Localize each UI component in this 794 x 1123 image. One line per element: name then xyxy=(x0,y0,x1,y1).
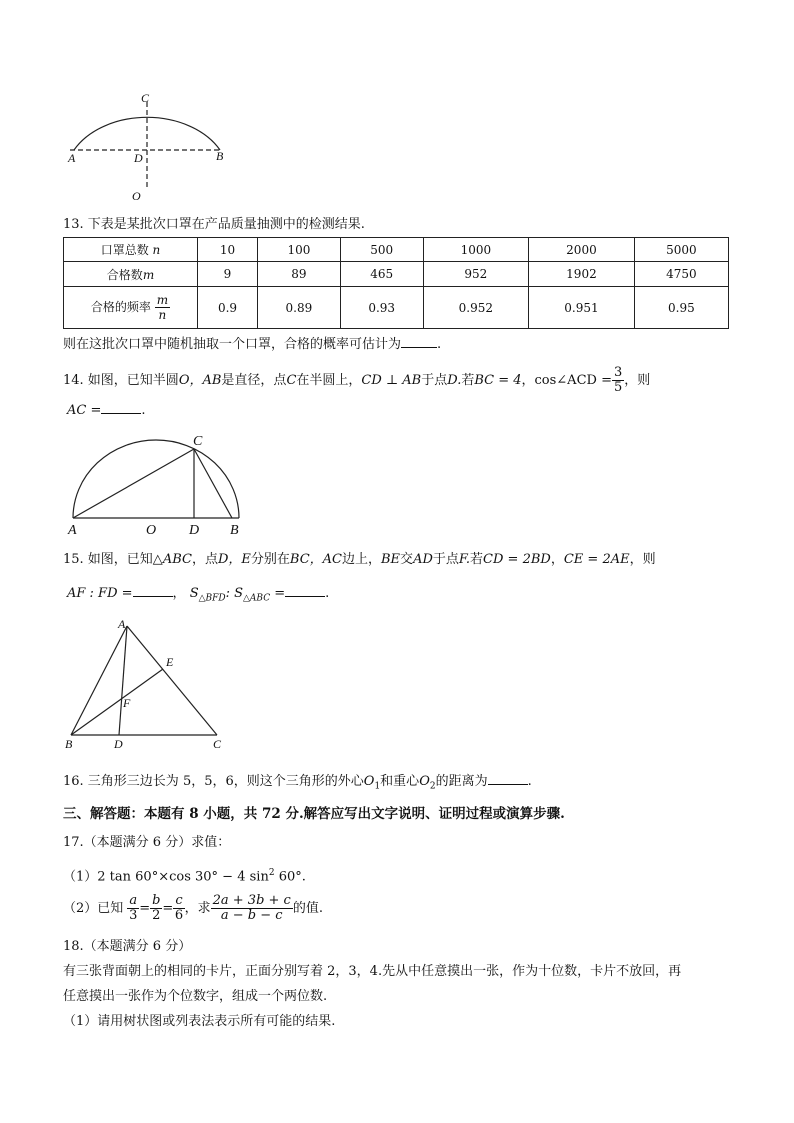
q16: 16. 三角形三边长为 5，5，6，则这个三角形的外心$O_1$和重心$O_2$的距离为 . xyxy=(63,774,532,792)
q18-head: 18.（本题满分 6 分） xyxy=(63,939,192,954)
table-cell: 5000 xyxy=(634,238,728,262)
table-cell: 0.9 xyxy=(198,287,258,329)
q17-part2: （2）已知 $\frac{a}{3}$ = $\frac{b}{2}$ = $\frac{c}{6}$ ，求 $\frac{2a + 3b + c}{a - b - c}$ 的值. xyxy=(63,893,323,923)
segment-cb xyxy=(194,449,232,518)
label-b: B xyxy=(65,737,73,751)
table-cell: 10 xyxy=(198,238,258,262)
table-row xyxy=(64,287,729,329)
side-ac xyxy=(127,626,217,735)
table-cell: 1902 xyxy=(529,262,635,287)
q18-body-line1: 有三张背面朝上的相同的卡片，正面分别写着 2，3，4.先从中任意摸出一张，作为十位数，卡片不放回，再 xyxy=(63,964,682,979)
segment-ac xyxy=(73,449,194,518)
table-cell: 0.951 xyxy=(529,287,635,329)
segment-be xyxy=(71,669,163,735)
row-header: 口罩总数 n xyxy=(64,238,198,262)
label-b: B xyxy=(216,149,224,163)
figure-semicircle-q14 xyxy=(62,428,252,540)
label-f: F xyxy=(123,696,131,710)
q18-body-line2: 任意摸出一张作为个位数字，组成一个两位数. xyxy=(63,989,328,1004)
q13-intro: 13. 下表是某批次口罩在产品质量抽测中的检测结果. xyxy=(63,217,365,232)
row-header: 合格的频率 $\frac{m}{n}$ xyxy=(64,287,198,329)
q17-part1: （1）2 tan 60°×cos 30° − 4 $\sin^2 60^\circ$. xyxy=(63,868,306,885)
section3-title: 三、解答题：本题有 8 小题，共 72 分.解答应写出文字说明、证明过程或演算步骤. xyxy=(63,806,565,822)
q13-table xyxy=(63,237,729,329)
q15-line1: 15. 如图，已知△ABC，点D，E分别在BC，AC边上，BE交AD于点F.若CD = 2BD，CE = 2AE，则 xyxy=(63,552,656,567)
semicircle xyxy=(73,440,239,518)
label-a: A xyxy=(68,151,76,165)
label-d: D xyxy=(134,151,143,165)
label-o: O xyxy=(146,523,157,538)
label-a: A xyxy=(68,523,77,538)
q14-line2: AC = . xyxy=(67,403,146,418)
table-cell: 1000 xyxy=(423,238,529,262)
table-cell: 0.952 xyxy=(423,287,529,329)
table-cell: 2000 xyxy=(529,238,635,262)
table-cell: 465 xyxy=(340,262,423,287)
q14-line1: 14. 如图，已知半圆O，AB是直径，点C在半圆上，CD ⊥ AB于点D.若BC = 4，cos∠ACD = $\frac{3}{5}$ ，则 xyxy=(63,365,651,395)
label-d: D xyxy=(114,737,123,751)
row-header: 合格数m xyxy=(64,262,198,287)
table-cell: 9 xyxy=(198,262,258,287)
label-a: A xyxy=(118,618,126,631)
label-c: C xyxy=(193,434,203,449)
label-b: B xyxy=(230,523,239,538)
table-cell: 952 xyxy=(423,262,529,287)
table-row xyxy=(64,238,729,262)
figure-triangle-q15 xyxy=(60,618,235,754)
table-cell: 89 xyxy=(258,262,341,287)
q18-part1: （1）请用树状图或列表法表示所有可能的结果. xyxy=(63,1014,336,1029)
q17-head: 17.（本题满分 6 分）求值： xyxy=(63,835,231,850)
q13-question: 则在这批次口罩中随机抽取一个口罩，合格的概率可估计为 . xyxy=(63,337,442,352)
q15-line2: AF : FD = ， $S_{\triangle BFD}$: $S_{\triangle ABC}$ = . xyxy=(67,586,330,604)
label-c: C xyxy=(141,91,150,105)
table-row xyxy=(64,262,729,287)
figure-arc-q12 xyxy=(60,88,240,208)
label-d: D xyxy=(189,523,200,538)
table-cell: 0.89 xyxy=(258,287,341,329)
table-cell: 100 xyxy=(258,238,341,262)
table-cell: 0.93 xyxy=(340,287,423,329)
label-c: C xyxy=(213,737,222,751)
label-o: O xyxy=(132,189,141,203)
table-cell: 0.95 xyxy=(634,287,728,329)
label-e: E xyxy=(166,655,174,669)
table-cell: 500 xyxy=(340,238,423,262)
table-cell: 4750 xyxy=(634,262,728,287)
side-ab xyxy=(71,626,127,735)
segment-ad xyxy=(119,626,127,735)
